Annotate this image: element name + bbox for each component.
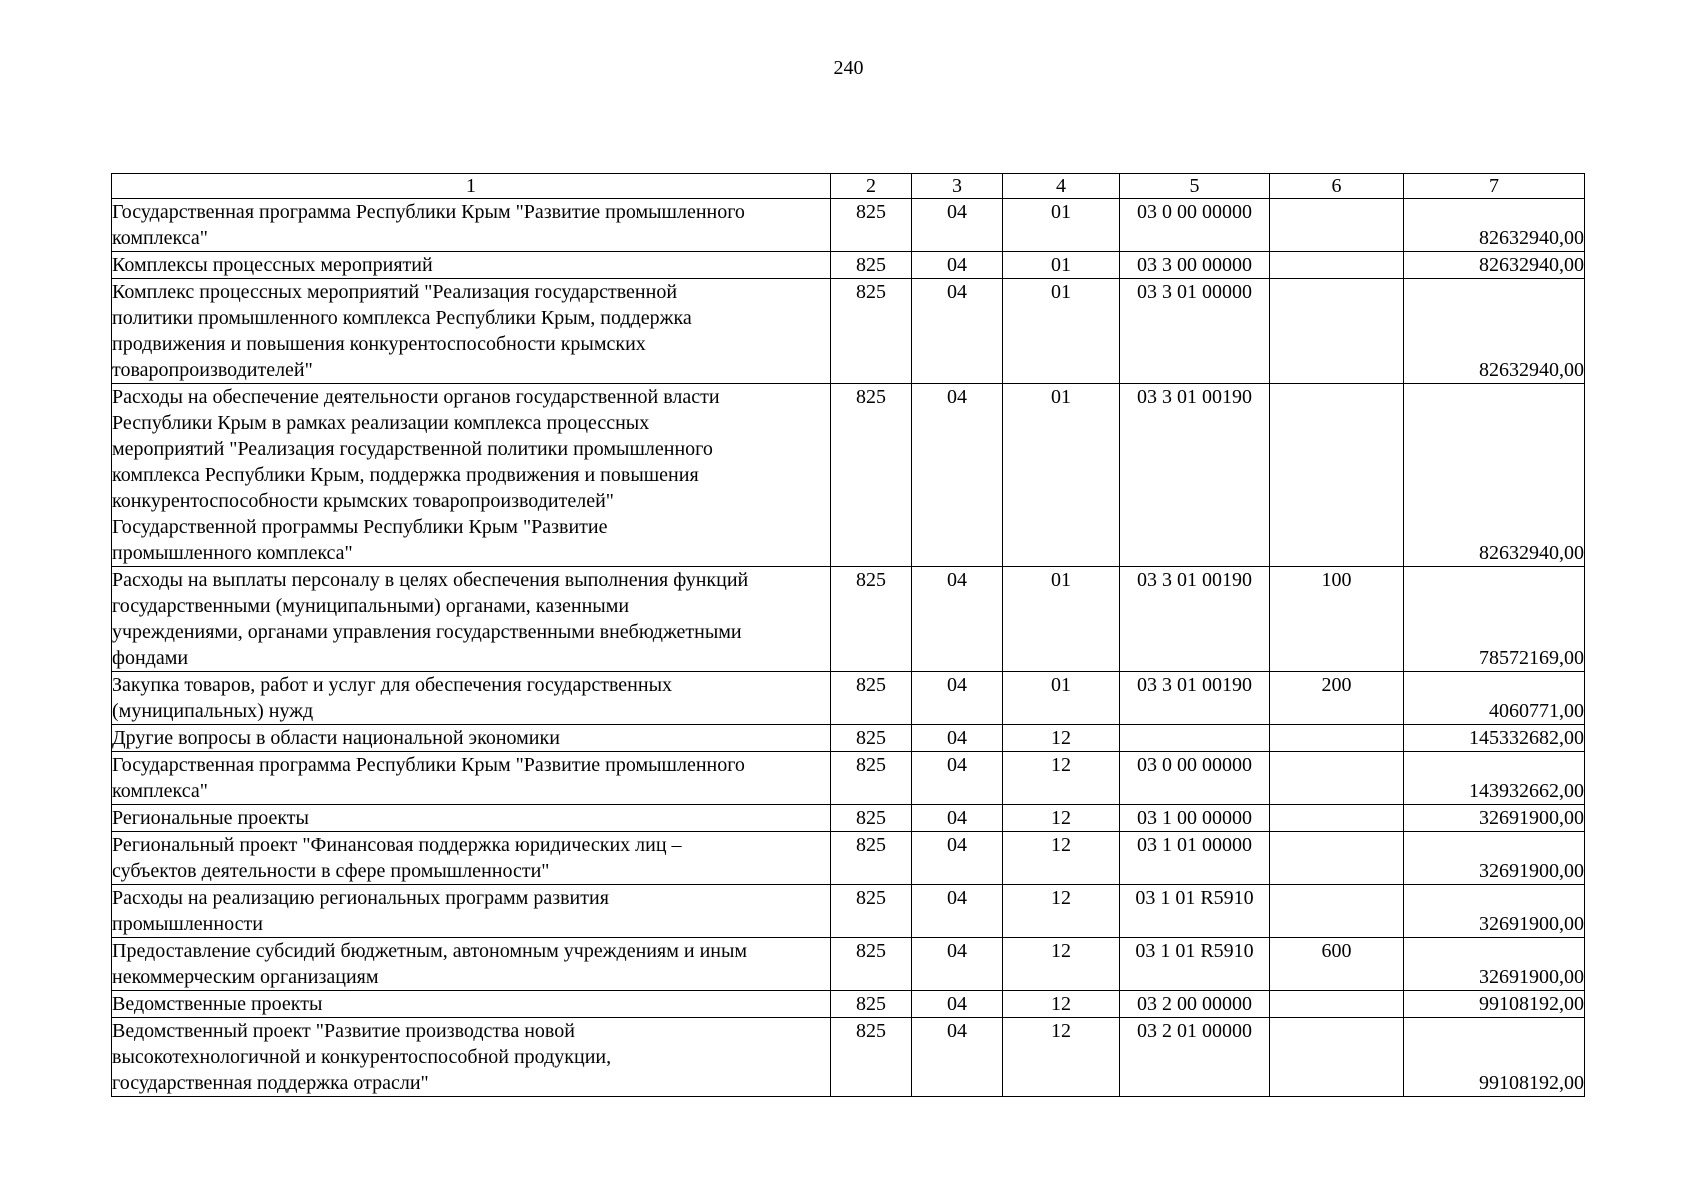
table-row (112, 384, 1585, 567)
row-section-cell: 04 (912, 567, 1003, 672)
row-target-article-cell: 03 3 00 00000 (1120, 252, 1270, 279)
row-target-article-cell: 03 2 01 00000 (1120, 1018, 1270, 1097)
page-number: 240 (833, 57, 864, 79)
row-expense-type-cell: 200 (1270, 672, 1404, 725)
row-subsection-cell: 01 (1003, 279, 1120, 384)
row-admin-code-cell: 825 (831, 567, 912, 672)
row-target-article-cell: 03 2 00 00000 (1120, 991, 1270, 1018)
row-expense-type-cell: 600 (1270, 938, 1404, 991)
table-row (112, 832, 1585, 885)
row-admin-code-cell: 825 (831, 672, 912, 725)
row-subsection-cell: 12 (1003, 805, 1120, 832)
row-expense-type-cell: 100 (1270, 567, 1404, 672)
header-cell: 4 (1003, 174, 1120, 199)
row-expense-type-cell (1270, 752, 1404, 805)
row-admin-code-cell: 825 (831, 384, 912, 567)
row-expense-type-cell (1270, 991, 1404, 1018)
row-amount-cell: 82632940,00 (1404, 199, 1585, 252)
row-expense-type-cell (1270, 832, 1404, 885)
row-subsection-cell: 12 (1003, 832, 1120, 885)
row-name-cell: Предоставление субсидий бюджетным, автономным учреждениям и иным некоммерческим организациям (112, 938, 831, 991)
table-row (112, 991, 1585, 1018)
row-name-cell: Расходы на реализацию региональных программ развития промышленности (112, 885, 831, 938)
row-amount-cell: 78572169,00 (1404, 567, 1585, 672)
row-amount-cell: 82632940,00 (1404, 384, 1585, 567)
table-row (112, 199, 1585, 252)
row-amount-cell: 32691900,00 (1404, 832, 1585, 885)
row-name-cell: Региональные проекты (112, 805, 831, 832)
table-row (112, 752, 1585, 805)
row-name-cell: Расходы на обеспечение деятельности органов государственной власти Республики Крым в рамках реализации комплекса процессных мероприятий "Реализация государственной политики промышленного комплекса Республики Крым, поддержка продвижения и повышения конкурентоспособности крымских товаропроизводителей" Государственной программы Республики Крым "Развитие промышленного комплекса" (112, 384, 831, 567)
table-header-row (112, 174, 1585, 199)
table-row (112, 938, 1585, 991)
row-subsection-cell: 12 (1003, 725, 1120, 752)
row-amount-cell: 32691900,00 (1404, 885, 1585, 938)
table-row (112, 279, 1585, 384)
row-section-cell: 04 (912, 279, 1003, 384)
row-name-cell: Закупка товаров, работ и услуг для обеспечения государственных (муниципальных) нужд (112, 672, 831, 725)
row-admin-code-cell: 825 (831, 752, 912, 805)
row-amount-cell: 82632940,00 (1404, 252, 1585, 279)
row-admin-code-cell: 825 (831, 991, 912, 1018)
row-target-article-cell: 03 3 01 00190 (1120, 384, 1270, 567)
row-target-article-cell: 03 1 01 R5910 (1120, 938, 1270, 991)
row-admin-code-cell: 825 (831, 279, 912, 384)
row-admin-code-cell: 825 (831, 199, 912, 252)
table-row (112, 672, 1585, 725)
row-target-article-cell: 03 1 01 R5910 (1120, 885, 1270, 938)
row-admin-code-cell: 825 (831, 938, 912, 991)
row-section-cell: 04 (912, 885, 1003, 938)
header-cell: 7 (1404, 174, 1585, 199)
row-name-cell: Государственная программа Республики Крым "Развитие промышленного комплекса" (112, 752, 831, 805)
header-cell: 5 (1120, 174, 1270, 199)
row-expense-type-cell (1270, 279, 1404, 384)
header-cell: 1 (112, 174, 831, 199)
row-amount-cell: 32691900,00 (1404, 938, 1585, 991)
row-target-article-cell: 03 0 00 00000 (1120, 752, 1270, 805)
row-section-cell: 04 (912, 1018, 1003, 1097)
row-section-cell: 04 (912, 199, 1003, 252)
row-amount-cell: 4060771,00 (1404, 672, 1585, 725)
row-expense-type-cell (1270, 384, 1404, 567)
budget-table (111, 173, 1585, 1097)
row-amount-cell: 145332682,00 (1404, 725, 1585, 752)
row-section-cell: 04 (912, 832, 1003, 885)
row-expense-type-cell (1270, 725, 1404, 752)
row-expense-type-cell (1270, 805, 1404, 832)
row-target-article-cell: 03 1 00 00000 (1120, 805, 1270, 832)
row-subsection-cell: 12 (1003, 1018, 1120, 1097)
row-target-article-cell: 03 3 01 00000 (1120, 279, 1270, 384)
table-row (112, 252, 1585, 279)
header-cell: 6 (1270, 174, 1404, 199)
row-amount-cell: 82632940,00 (1404, 279, 1585, 384)
row-target-article-cell: 03 0 00 00000 (1120, 199, 1270, 252)
table-row (112, 725, 1585, 752)
row-subsection-cell: 12 (1003, 885, 1120, 938)
table-row (112, 805, 1585, 832)
row-admin-code-cell: 825 (831, 885, 912, 938)
table-row (112, 567, 1585, 672)
row-expense-type-cell (1270, 1018, 1404, 1097)
row-subsection-cell: 01 (1003, 672, 1120, 725)
row-admin-code-cell: 825 (831, 832, 912, 885)
row-amount-cell: 143932662,00 (1404, 752, 1585, 805)
table-row (112, 885, 1585, 938)
row-target-article-cell (1120, 725, 1270, 752)
row-section-cell: 04 (912, 252, 1003, 279)
row-expense-type-cell (1270, 252, 1404, 279)
row-subsection-cell: 12 (1003, 991, 1120, 1018)
row-name-cell: Расходы на выплаты персоналу в целях обеспечения выполнения функций государственными (муниципальными) органами, казенными учреждениями, органами управления государственными внебюджетными фондами (112, 567, 831, 672)
row-name-cell: Другие вопросы в области национальной экономики (112, 725, 831, 752)
row-target-article-cell: 03 3 01 00190 (1120, 567, 1270, 672)
row-admin-code-cell: 825 (831, 1018, 912, 1097)
row-name-cell: Ведомственные проекты (112, 991, 831, 1018)
row-name-cell: Региональный проект "Финансовая поддержка юридических лиц – субъектов деятельности в сфере промышленности" (112, 832, 831, 885)
row-name-cell: Комплексы процессных мероприятий (112, 252, 831, 279)
row-expense-type-cell (1270, 885, 1404, 938)
row-section-cell: 04 (912, 672, 1003, 725)
row-amount-cell: 99108192,00 (1404, 991, 1585, 1018)
row-section-cell: 04 (912, 752, 1003, 805)
row-target-article-cell: 03 3 01 00190 (1120, 672, 1270, 725)
row-section-cell: 04 (912, 938, 1003, 991)
row-section-cell: 04 (912, 805, 1003, 832)
row-admin-code-cell: 825 (831, 805, 912, 832)
row-name-cell: Государственная программа Республики Крым "Развитие промышленного комплекса" (112, 199, 831, 252)
row-name-cell: Комплекс процессных мероприятий "Реализация государственной политики промышленного комплекса Республики Крым, поддержка продвижения и повышения конкурентоспособности крымских товаропроизводителей" (112, 279, 831, 384)
row-amount-cell: 32691900,00 (1404, 805, 1585, 832)
row-name-cell: Ведомственный проект "Развитие производства новой высокотехнологичной и конкурентоспособной продукции, государственная поддержка отрасли" (112, 1018, 831, 1097)
row-subsection-cell: 12 (1003, 938, 1120, 991)
row-subsection-cell: 01 (1003, 567, 1120, 672)
row-subsection-cell: 01 (1003, 252, 1120, 279)
row-amount-cell: 99108192,00 (1404, 1018, 1585, 1097)
row-expense-type-cell (1270, 199, 1404, 252)
row-section-cell: 04 (912, 384, 1003, 567)
row-subsection-cell: 01 (1003, 384, 1120, 567)
row-target-article-cell: 03 1 01 00000 (1120, 832, 1270, 885)
row-subsection-cell: 12 (1003, 752, 1120, 805)
row-admin-code-cell: 825 (831, 252, 912, 279)
row-section-cell: 04 (912, 991, 1003, 1018)
header-cell: 2 (831, 174, 912, 199)
row-subsection-cell: 01 (1003, 199, 1120, 252)
row-admin-code-cell: 825 (831, 725, 912, 752)
row-section-cell: 04 (912, 725, 1003, 752)
header-cell: 3 (912, 174, 1003, 199)
table-row (112, 1018, 1585, 1097)
